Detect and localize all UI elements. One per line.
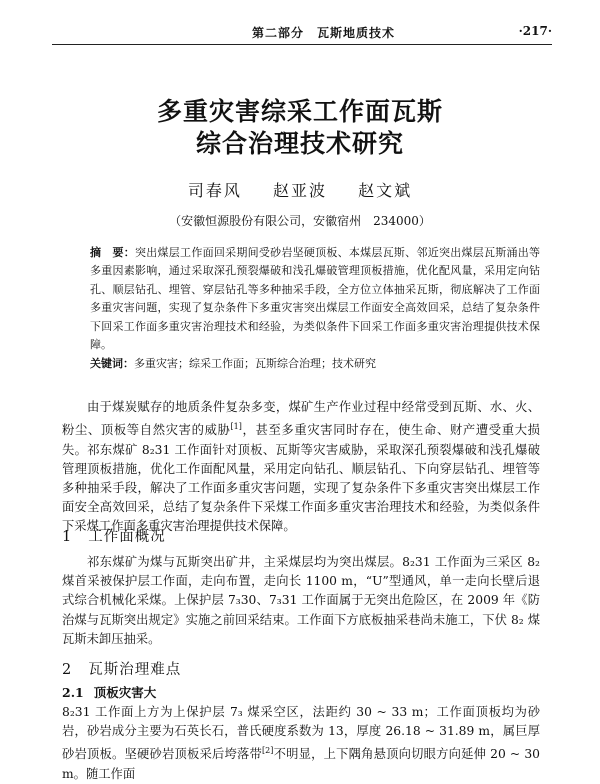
- affiliation: （安徽恒源股份有限公司，安徽宿州 234000）: [169, 214, 431, 228]
- author-2: 赵亚波: [272, 181, 327, 200]
- running-header: [52, 22, 552, 45]
- intro-text-2: ，甚至多重灾害同时存在，使生命、财产遭受重大损失。祁东煤矿 8₂31 工作面针对顶板、瓦斯等灾害威胁，采取深孔预裂爆破和浅孔爆破管理顶板措施，优化工作面配风量，采用定向钻孔、顺层钻孔、下向穿层钻孔、埋管等多种抽采手段，解决了工作面多重灾害问题，实现了复杂条件下多重灾害突出煤层工作面安全高效回采，总结了复杂条件下采煤工作面多重灾害治理技术和经验，为类似条件下采煤工作面多重灾害治理提供技术保障。: [62, 423, 540, 534]
- section-2-1-text-1: 8₂31 工作面上方为上保护层 7₃ 煤采空区，法距约 30 ~ 33 m；工作面顶板均为砂岩，砂岩成分主要为石英长石，普氏硬度系数为 13，厚度 26.18 ~ 31.89 m，属巨厚砂岩顶板。坚硬砂岩顶板采后垮落带: [62, 705, 540, 762]
- author-3: 赵文斌: [358, 181, 413, 200]
- intro-paragraph: [62, 398, 540, 537]
- section-number-1: 1: [62, 529, 73, 545]
- keywords: [90, 355, 540, 373]
- citation-ref-2: [2]: [262, 746, 274, 756]
- section-title-1: 工作面概况: [88, 529, 166, 545]
- citation-ref-1: [1]: [230, 422, 242, 432]
- paper-title-line-1: 多重灾害综采工作面瓦斯: [156, 97, 443, 126]
- abstract: [90, 244, 540, 354]
- section-2-1-text-2: 不明显，上下隅角悬顶向切眼方向延伸 20 ~ 30 m。随工作面: [62, 747, 540, 781]
- header-section-title: 第二部分 瓦斯地质技术: [252, 26, 396, 40]
- paper-title-line-2: 综合治理技术研究: [195, 129, 404, 158]
- abstract-text: 突出煤层工作面回采期间受砂岩坚硬顶板、本煤层瓦斯、邻近突出煤层瓦斯涌出等多重因素影响，通过采取深孔预裂爆破和浅孔爆破管理顶板措施，优化配风量，采用定向钻孔、顺层钻孔、埋管、穿层钻孔等多种抽采手段，全方位立体抽采瓦斯，彻底解决了工作面多重灾害问题，实现了复杂条件下多重灾害突出煤层工作面安全高效回采，总结了复杂条件下回采工作面多重灾害治理技术和经验，为类似条件下回采工作面多重灾害治理提供技术保障。: [90, 246, 541, 352]
- page-number: ·217·: [518, 24, 552, 38]
- subsection-heading-2-1: [62, 683, 156, 701]
- intro-text-1: 由于煤炭赋存的地质条件复杂多变，煤矿生产作业过程中经常受到瓦斯、水、火、粉尘、顶板等自然灾害的威胁: [62, 400, 540, 438]
- author-list: [0, 178, 600, 201]
- section-heading-1: [62, 525, 166, 546]
- subsection-number: 2.1: [62, 685, 84, 700]
- section-number-2: 2: [62, 662, 73, 678]
- section-1-paragraph: 祁东煤矿为煤与瓦斯突出矿井，主采煤层均为突出煤层。8₂31 工作面为三采区 8₂ 煤首采被保护层工作面，走向布置，走向长 1100 m，“U”型通风，单一走向长壁后退式综合机械化采煤。上保护层 7₃30、7₃31 工作面属于无突出危险区，在 2009 年《防治煤与瓦斯突出规定》实施之前回采结束。工作面下方底板抽采巷尚未施工，下伏 8₂ 煤瓦斯未卸压抽采。: [62, 555, 540, 646]
- author-1: 司春风: [187, 181, 242, 200]
- section-title-2: 瓦斯治理难点: [88, 662, 182, 678]
- subsection-title: 顶板灾害大: [93, 685, 157, 700]
- abstract-label: 摘 要：: [90, 246, 136, 259]
- keywords-label: 关键词：: [90, 357, 134, 370]
- section-2-1-paragraph: [62, 703, 540, 784]
- section-heading-2: [62, 658, 181, 679]
- keywords-text: 多重灾害；综采工作面；瓦斯综合治理；技术研究: [134, 357, 376, 370]
